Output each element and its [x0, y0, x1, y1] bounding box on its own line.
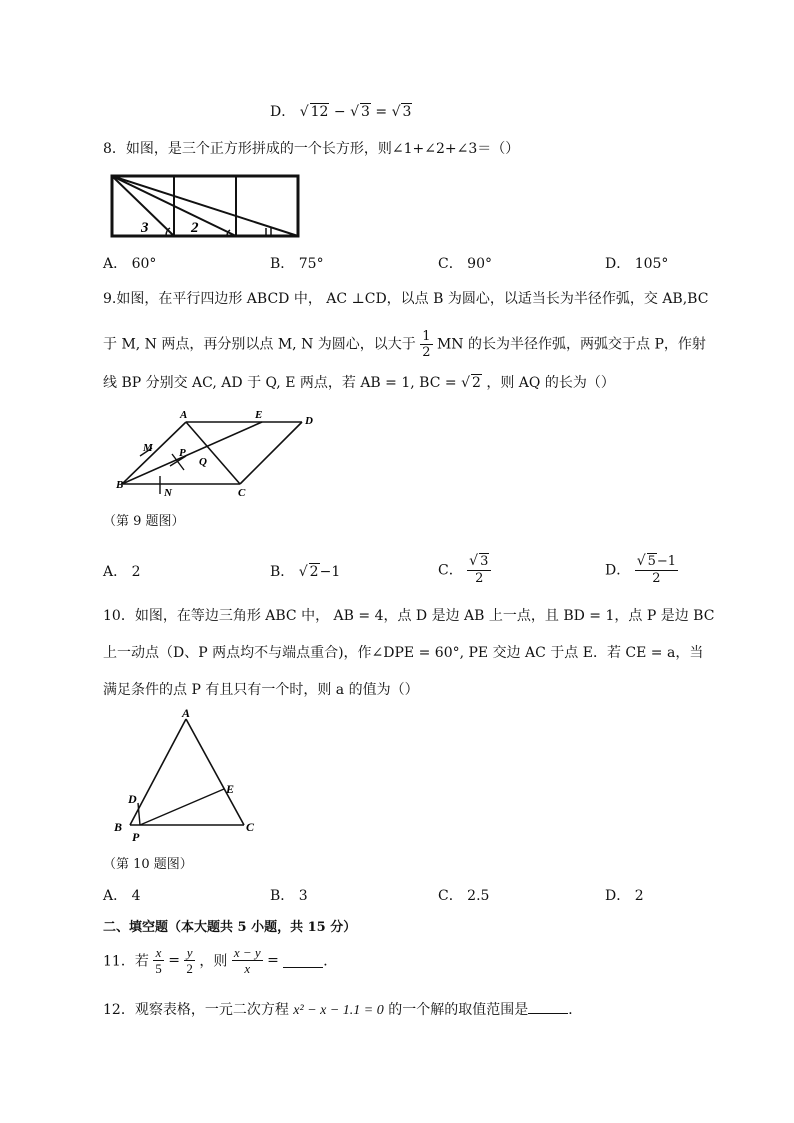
- q9-option-b: B． √ 2−1: [270, 564, 341, 580]
- q9-option-a: A． 2: [103, 564, 141, 580]
- q9-fraction-half: $\frac{1}{2}$: [422, 329, 431, 360]
- q8-option-d: D． 105°: [605, 256, 669, 272]
- q11-fraction-y2: $\frac{y}{2}$: [186, 945, 193, 976]
- q7-radicand-3: 3: [402, 104, 412, 120]
- q11-fraction-x5: $\frac{x}{5}$: [155, 945, 162, 976]
- q9-option-c: C． $\frac{√ 3}{2}$: [438, 553, 491, 586]
- q10-label-e: E: [226, 782, 235, 796]
- q9-label-q: Q: [199, 456, 207, 468]
- q9-label-c: C: [238, 487, 246, 499]
- q9-side-dc: [240, 422, 302, 484]
- q9-side-ab: [122, 422, 186, 484]
- q8-option-a: A． 60°: [103, 256, 157, 272]
- q9-label-n: N: [164, 487, 172, 499]
- q8-question-text: 8．如图，是三个正方形拼成的一个长方形，则∠1+∠2+∠3＝（）: [103, 141, 520, 157]
- q9-figure: [112, 404, 322, 500]
- q9-line-1: 9.如图，在平行四边形 ABCD 中， AC ⊥CD，以点 B 为圆心，以适当长为半径作弧，交 AB,BC: [103, 291, 709, 307]
- q12-question: 12．观察表格，一元二次方程 x² − x − 1.1 = 0 的一个解的取值范围是 ．: [103, 999, 582, 1021]
- q9-option-c-fraction: $\frac{√ 3}{2}$: [467, 553, 491, 586]
- q9-diagonal-ac: [186, 422, 240, 484]
- q9-label-d: D: [305, 415, 313, 427]
- q11-fraction-xy: $\frac{x - y}{x}$: [233, 945, 261, 976]
- q10-segment-pe: [140, 789, 224, 825]
- q7-radicand-1: 12: [310, 104, 329, 120]
- q9-line-3: 线 BP 分别交 AC, AD 于 Q, E 两点，若 AB = 1, BC = √ 2 ，则 AQ 的长为（）: [103, 375, 615, 391]
- q12-equation: x² − x − 1.1 = 0: [293, 1003, 384, 1018]
- q9-label-a: A: [180, 409, 188, 421]
- q7-option-d-label: D．: [270, 104, 296, 120]
- q10-label-c: C: [246, 820, 255, 834]
- q11-question: 11．若 $\frac{x}{5}$ = $\frac{y}{2}$ ，则 $\frac{x - y}{x}$ = ．: [103, 945, 338, 976]
- q8-option-b: B． 75°: [270, 256, 324, 272]
- q7-option-d: D． √ 12 − √ 3 = √ 3: [270, 104, 412, 120]
- q7-equals: =: [375, 104, 388, 120]
- q12-answer-blank[interactable]: [528, 999, 568, 1014]
- q10-figure: [108, 705, 268, 845]
- q10-label-p: P: [132, 830, 140, 844]
- q8-label-3: 3: [141, 220, 149, 236]
- section-2-heading: 二、填空题（本大题共 5 小题，共 15 分）: [103, 920, 357, 935]
- q9-label-b: B: [116, 479, 124, 491]
- q9-label-e: E: [255, 409, 263, 421]
- q9-option-d-fraction: $\frac{√ 5-1}{2}$: [636, 553, 677, 586]
- q8-diagonal-3: [112, 176, 298, 236]
- q9-caption: （第 9 题图）: [103, 514, 185, 529]
- q10-label-d: D: [128, 792, 137, 806]
- q9-option-d: D． $\frac{√ 5-1}{2}$: [605, 553, 677, 586]
- q9-label-m: M: [143, 442, 153, 454]
- q9-line-2: 于 M, N 两点，再分别以点 M, N 为圆心，以大于 $\frac{1}{2}$ MN 的长为半径作弧，两弧交于点 P，作射: [103, 329, 706, 360]
- q11-answer-blank[interactable]: [283, 953, 323, 968]
- q10-side-ac: [186, 719, 244, 825]
- q8-label-2: 2: [191, 220, 199, 236]
- q7-radicand-2: 3: [361, 104, 370, 120]
- q10-option-b: B． 3: [270, 888, 308, 904]
- q8-option-c: C． 90°: [438, 256, 492, 272]
- q10-label-b: B: [114, 820, 123, 834]
- q10-option-a: A． 4: [103, 888, 141, 904]
- q10-line-3: 满足条件的点 P 有且只有一个时，则 a 的值为（）: [103, 682, 419, 698]
- q10-option-c: C． 2.5: [438, 888, 490, 904]
- q10-label-a: A: [182, 706, 191, 720]
- q10-line-1: 10．如图，在等边三角形 ABC 中， AB = 4，点 D 是边 AB 上一点，且 BD = 1，点 P 是边 BC: [103, 608, 715, 624]
- q10-caption: （第 10 题图）: [103, 857, 193, 872]
- q9-bc-radicand: 2: [471, 375, 481, 391]
- q9-label-p: P: [179, 447, 186, 459]
- q10-option-d: D． 2: [605, 888, 644, 904]
- q8-figure: [108, 172, 304, 242]
- q10-line-2: 上一动点（D、P 两点均不与端点重合)，作∠DPE = 60°, PE 交边 AC 于点 E．若 CE = a，当: [103, 645, 704, 661]
- q7-minus: −: [333, 104, 346, 120]
